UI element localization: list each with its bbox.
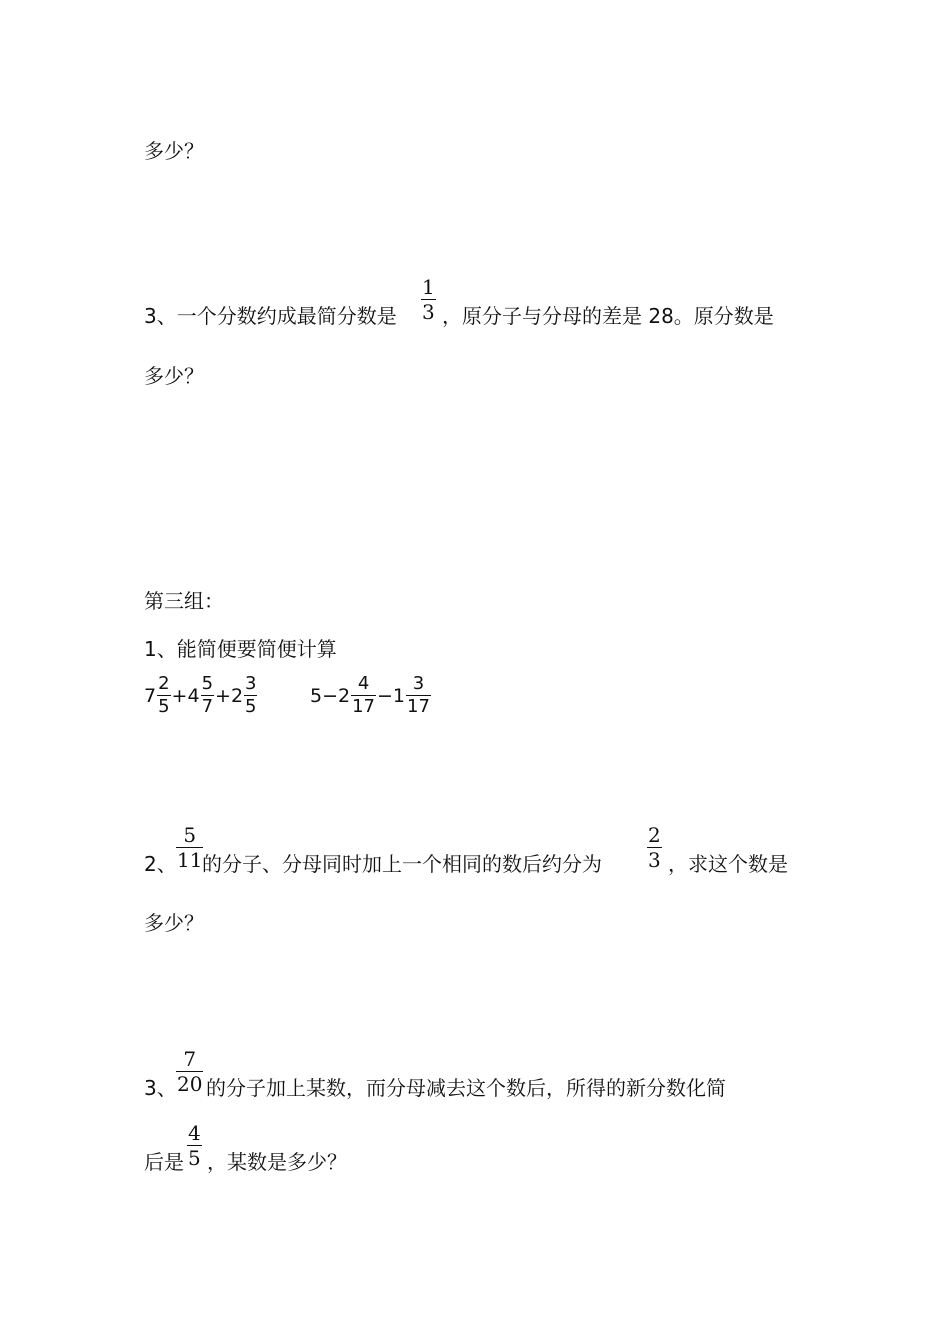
group3-question-2-line2: 多少？ [144, 911, 204, 935]
expr2-lead: 5−2 [310, 684, 351, 707]
fraction-denominator: 17 [352, 696, 376, 717]
group-heading: 第三组： [144, 589, 224, 613]
fraction-numerator: 1 [422, 275, 435, 299]
question-3-line2: 多少？ [144, 364, 204, 388]
fraction-numerator: 3 [412, 673, 425, 694]
question-3-line1 [144, 303, 397, 329]
fraction-five-elevenths [176, 824, 203, 871]
fraction-denominator: 5 [188, 1146, 201, 1170]
fraction-numerator: 3 [245, 673, 257, 694]
fraction-numerator: 5 [201, 673, 214, 694]
group3-question-2-suffix: ，求这个数是 [668, 852, 788, 876]
group3-question-3-middle: 的分子加上某数，而分母减去这个数后，所得的新分数化简 [206, 1076, 726, 1100]
fraction-seven-twentieths [176, 1048, 203, 1095]
expr1-operator-1: + [171, 684, 188, 707]
fraction-denominator: 5 [245, 696, 257, 717]
expr2-fraction-2 [406, 674, 431, 717]
fraction-two-thirds [647, 824, 662, 871]
question-3-prefix: 3、一个分数约成最简分数是 [144, 304, 397, 328]
group3-question-3-line2-suffix: ，某数是多少？ [207, 1150, 347, 1174]
fraction-four-fifths [187, 1122, 202, 1169]
fraction-denominator: 11 [177, 848, 203, 872]
fraction-denominator: 7 [201, 696, 214, 717]
group3-question-3-line2-prefix: 后是 [144, 1150, 184, 1174]
expr1-fraction-3 [244, 674, 257, 717]
expr2-fraction-1 [351, 674, 376, 717]
question-3-suffix: ，原分子与分母的差是 28。原分数是 [442, 304, 774, 328]
fraction-numerator: 2 [648, 823, 661, 847]
fraction-numerator: 4 [357, 673, 370, 694]
expr1-fraction-1 [157, 674, 170, 717]
expr2-mid: −1 [377, 684, 406, 707]
expression-1 [144, 674, 258, 717]
fraction-denominator: 20 [177, 1072, 203, 1096]
fraction-denominator: 5 [158, 696, 170, 717]
fraction-numerator: 4 [188, 1121, 201, 1145]
fraction-numerator: 5 [183, 823, 197, 847]
expr1-operator-2: + [215, 684, 231, 707]
fraction-numerator: 2 [158, 673, 170, 694]
group3-question-1: 1、能简便要简便计算 [144, 637, 337, 661]
fraction-denominator: 17 [407, 696, 430, 717]
fraction-denominator: 3 [422, 300, 435, 324]
expr1-whole-1: 7 [144, 684, 157, 707]
group3-question-2-prefix: 2、 [144, 852, 177, 876]
expr1-whole-2: 4 [187, 684, 200, 707]
group3-question-3-prefix: 3、 [144, 1076, 177, 1100]
expr1-whole-3: 2 [230, 684, 244, 707]
fraction-numerator: 7 [183, 1047, 197, 1071]
group3-question-2-middle: 的分子、分母同时加上一个相同的数后约分为 [202, 852, 602, 876]
fraction-denominator: 3 [648, 848, 661, 872]
expr1-fraction-2 [201, 674, 214, 717]
question-continuation: 多少？ [144, 139, 204, 163]
fraction-one-third [421, 276, 436, 323]
expression-2 [310, 674, 432, 717]
